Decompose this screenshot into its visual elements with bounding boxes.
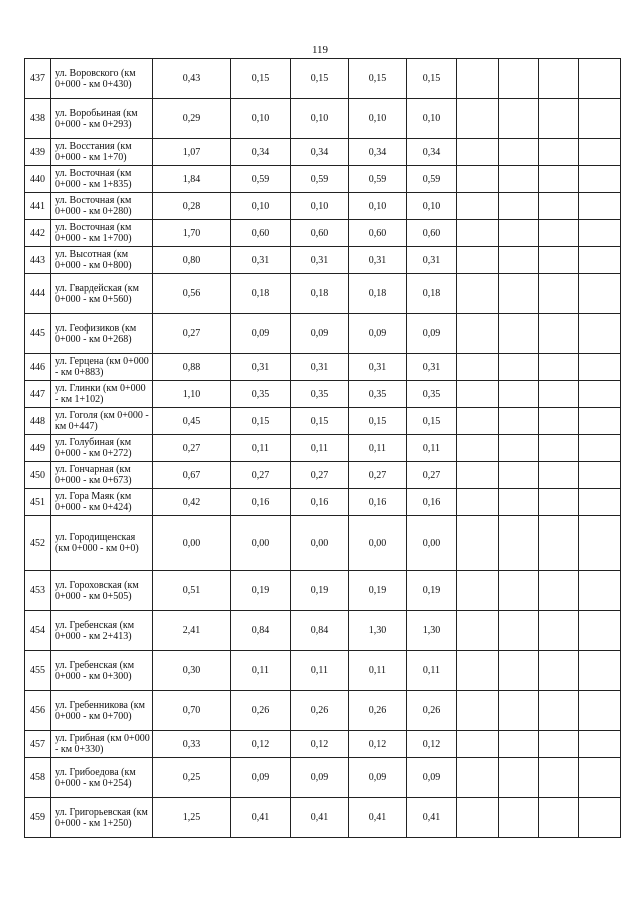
street-name: ул. Гвардейская (км 0+000 - км 0+560) xyxy=(51,274,153,314)
value-cell: 0,09 xyxy=(407,758,457,798)
value-cell: 0,10 xyxy=(291,193,349,220)
empty-cell xyxy=(499,435,539,462)
row-number: 444 xyxy=(25,274,51,314)
value-cell: 0,15 xyxy=(349,408,407,435)
value-cell: 0,59 xyxy=(407,166,457,193)
empty-cell xyxy=(457,571,499,611)
empty-cell xyxy=(579,571,621,611)
value-cell: 0,00 xyxy=(291,516,349,571)
value-cell: 0,19 xyxy=(349,571,407,611)
value-cell: 0,11 xyxy=(291,651,349,691)
value-cell: 0,18 xyxy=(349,274,407,314)
street-name: ул. Гребенская (км 0+000 - км 0+300) xyxy=(51,651,153,691)
empty-cell xyxy=(499,408,539,435)
row-number: 451 xyxy=(25,489,51,516)
empty-cell xyxy=(579,651,621,691)
value-cell: 0,09 xyxy=(407,314,457,354)
value-cell: 0,12 xyxy=(231,731,291,758)
table-row xyxy=(25,731,621,758)
value-cell: 0,35 xyxy=(231,381,291,408)
value-cell: 0,18 xyxy=(407,274,457,314)
table-row xyxy=(25,462,621,489)
empty-cell xyxy=(499,166,539,193)
value-cell: 1,70 xyxy=(153,220,231,247)
value-cell: 0,26 xyxy=(291,691,349,731)
empty-cell xyxy=(499,611,539,651)
value-cell: 0,59 xyxy=(349,166,407,193)
table-row xyxy=(25,408,621,435)
value-cell: 0,41 xyxy=(349,798,407,838)
value-cell: 0,27 xyxy=(153,435,231,462)
empty-cell xyxy=(579,381,621,408)
value-cell: 1,84 xyxy=(153,166,231,193)
row-number: 459 xyxy=(25,798,51,838)
empty-cell xyxy=(499,516,539,571)
empty-cell xyxy=(539,611,579,651)
empty-cell xyxy=(457,435,499,462)
table-row xyxy=(25,516,621,571)
value-cell: 0,84 xyxy=(231,611,291,651)
empty-cell xyxy=(539,247,579,274)
empty-cell xyxy=(499,247,539,274)
empty-cell xyxy=(457,516,499,571)
table-row xyxy=(25,758,621,798)
empty-cell xyxy=(457,611,499,651)
value-cell: 0,35 xyxy=(349,381,407,408)
street-name: ул. Герцена (км 0+000 - км 0+883) xyxy=(51,354,153,381)
empty-cell xyxy=(539,193,579,220)
value-cell: 0,25 xyxy=(153,758,231,798)
value-cell: 0,10 xyxy=(291,99,349,139)
empty-cell xyxy=(499,220,539,247)
value-cell: 0,11 xyxy=(407,651,457,691)
value-cell: 0,31 xyxy=(407,354,457,381)
row-number: 447 xyxy=(25,381,51,408)
empty-cell xyxy=(457,314,499,354)
empty-cell xyxy=(457,193,499,220)
table-row xyxy=(25,571,621,611)
empty-cell xyxy=(579,99,621,139)
empty-cell xyxy=(579,354,621,381)
value-cell: 0,31 xyxy=(231,354,291,381)
value-cell: 0,19 xyxy=(407,571,457,611)
value-cell: 0,34 xyxy=(407,139,457,166)
value-cell: 0,31 xyxy=(407,247,457,274)
value-cell: 0,31 xyxy=(291,354,349,381)
empty-cell xyxy=(457,220,499,247)
table-row xyxy=(25,314,621,354)
row-number: 446 xyxy=(25,354,51,381)
table-row xyxy=(25,247,621,274)
table-row xyxy=(25,798,621,838)
value-cell: 0,11 xyxy=(231,435,291,462)
street-name: ул. Гребенская (км 0+000 - км 2+413) xyxy=(51,611,153,651)
empty-cell xyxy=(539,274,579,314)
value-cell: 0,41 xyxy=(291,798,349,838)
row-number: 448 xyxy=(25,408,51,435)
row-number: 457 xyxy=(25,731,51,758)
value-cell: 0,09 xyxy=(349,758,407,798)
row-number: 454 xyxy=(25,611,51,651)
row-number: 445 xyxy=(25,314,51,354)
value-cell: 0,00 xyxy=(153,516,231,571)
value-cell: 0,60 xyxy=(349,220,407,247)
empty-cell xyxy=(579,611,621,651)
row-number: 439 xyxy=(25,139,51,166)
value-cell: 0,31 xyxy=(349,354,407,381)
value-cell: 0,18 xyxy=(291,274,349,314)
empty-cell xyxy=(539,139,579,166)
value-cell: 0,84 xyxy=(291,611,349,651)
empty-cell xyxy=(579,274,621,314)
street-name: ул. Грибная (км 0+000 - км 0+330) xyxy=(51,731,153,758)
street-name: ул. Грибоедова (км 0+000 - км 0+254) xyxy=(51,758,153,798)
value-cell: 0,11 xyxy=(291,435,349,462)
empty-cell xyxy=(457,166,499,193)
empty-cell xyxy=(539,166,579,193)
empty-cell xyxy=(579,435,621,462)
value-cell: 0,10 xyxy=(349,99,407,139)
empty-cell xyxy=(499,99,539,139)
empty-cell xyxy=(539,381,579,408)
empty-cell xyxy=(579,731,621,758)
empty-cell xyxy=(539,435,579,462)
street-name: ул. Глинки (км 0+000 - км 1+102) xyxy=(51,381,153,408)
empty-cell xyxy=(499,274,539,314)
roads-table xyxy=(24,58,621,838)
row-number: 453 xyxy=(25,571,51,611)
empty-cell xyxy=(499,193,539,220)
row-number: 458 xyxy=(25,758,51,798)
street-name: ул. Высотная (км 0+000 - км 0+800) xyxy=(51,247,153,274)
empty-cell xyxy=(539,354,579,381)
empty-cell xyxy=(457,247,499,274)
empty-cell xyxy=(457,139,499,166)
empty-cell xyxy=(539,59,579,99)
value-cell: 0,41 xyxy=(407,798,457,838)
empty-cell xyxy=(457,651,499,691)
table-row xyxy=(25,193,621,220)
table-row xyxy=(25,354,621,381)
value-cell: 0,12 xyxy=(349,731,407,758)
empty-cell xyxy=(539,462,579,489)
value-cell: 0,00 xyxy=(231,516,291,571)
value-cell: 0,45 xyxy=(153,408,231,435)
empty-cell xyxy=(539,571,579,611)
value-cell: 0,59 xyxy=(291,166,349,193)
value-cell: 0,27 xyxy=(407,462,457,489)
empty-cell xyxy=(457,798,499,838)
empty-cell xyxy=(539,691,579,731)
value-cell: 0,88 xyxy=(153,354,231,381)
value-cell: 0,27 xyxy=(153,314,231,354)
empty-cell xyxy=(499,314,539,354)
value-cell: 0,16 xyxy=(231,489,291,516)
empty-cell xyxy=(457,462,499,489)
value-cell: 0,12 xyxy=(407,731,457,758)
street-name: ул. Восстания (км 0+000 - км 1+70) xyxy=(51,139,153,166)
value-cell: 0,41 xyxy=(231,798,291,838)
street-name: ул. Григорьевская (км 0+000 - км 1+250) xyxy=(51,798,153,838)
empty-cell xyxy=(539,731,579,758)
value-cell: 0,31 xyxy=(349,247,407,274)
empty-cell xyxy=(499,651,539,691)
value-cell: 0,67 xyxy=(153,462,231,489)
empty-cell xyxy=(579,758,621,798)
empty-cell xyxy=(539,314,579,354)
value-cell: 0,26 xyxy=(231,691,291,731)
empty-cell xyxy=(539,516,579,571)
row-number: 449 xyxy=(25,435,51,462)
value-cell: 0,11 xyxy=(349,435,407,462)
empty-cell xyxy=(539,489,579,516)
empty-cell xyxy=(579,462,621,489)
page-number: 119 xyxy=(311,44,329,56)
empty-cell xyxy=(499,758,539,798)
value-cell: 2,41 xyxy=(153,611,231,651)
table-row xyxy=(25,166,621,193)
row-number: 442 xyxy=(25,220,51,247)
value-cell: 0,15 xyxy=(407,59,457,99)
value-cell: 0,09 xyxy=(291,314,349,354)
row-number: 452 xyxy=(25,516,51,571)
row-number: 450 xyxy=(25,462,51,489)
row-number: 441 xyxy=(25,193,51,220)
empty-cell xyxy=(579,314,621,354)
empty-cell xyxy=(499,354,539,381)
value-cell: 1,30 xyxy=(407,611,457,651)
value-cell: 0,19 xyxy=(291,571,349,611)
street-name: ул. Гороховская (км 0+000 - км 0+505) xyxy=(51,571,153,611)
value-cell: 0,11 xyxy=(407,435,457,462)
value-cell: 0,10 xyxy=(407,193,457,220)
value-cell: 0,31 xyxy=(231,247,291,274)
value-cell: 0,80 xyxy=(153,247,231,274)
empty-cell xyxy=(499,59,539,99)
empty-cell xyxy=(539,220,579,247)
empty-cell xyxy=(539,758,579,798)
row-number: 456 xyxy=(25,691,51,731)
value-cell: 0,09 xyxy=(291,758,349,798)
empty-cell xyxy=(539,798,579,838)
table-row xyxy=(25,139,621,166)
value-cell: 0,15 xyxy=(407,408,457,435)
empty-cell xyxy=(579,516,621,571)
street-name: ул. Геофизиков (км 0+000 - км 0+268) xyxy=(51,314,153,354)
value-cell: 0,15 xyxy=(231,408,291,435)
row-number: 455 xyxy=(25,651,51,691)
value-cell: 1,07 xyxy=(153,139,231,166)
street-name: ул. Гребенникова (км 0+000 - км 0+700) xyxy=(51,691,153,731)
empty-cell xyxy=(579,489,621,516)
empty-cell xyxy=(457,381,499,408)
table-row xyxy=(25,691,621,731)
street-name: ул. Гора Маяк (км 0+000 - км 0+424) xyxy=(51,489,153,516)
table-row xyxy=(25,220,621,247)
empty-cell xyxy=(499,462,539,489)
street-name: ул. Восточная (км 0+000 - км 0+280) xyxy=(51,193,153,220)
value-cell: 0,34 xyxy=(349,139,407,166)
value-cell: 0,51 xyxy=(153,571,231,611)
empty-cell xyxy=(539,99,579,139)
value-cell: 0,12 xyxy=(291,731,349,758)
empty-cell xyxy=(457,99,499,139)
value-cell: 1,10 xyxy=(153,381,231,408)
value-cell: 0,60 xyxy=(231,220,291,247)
value-cell: 0,27 xyxy=(291,462,349,489)
street-name: ул. Воробьиная (км 0+000 - км 0+293) xyxy=(51,99,153,139)
value-cell: 0,28 xyxy=(153,193,231,220)
value-cell: 0,27 xyxy=(231,462,291,489)
value-cell: 0,10 xyxy=(231,99,291,139)
value-cell: 0,35 xyxy=(407,381,457,408)
street-name: ул. Голубиная (км 0+000 - км 0+272) xyxy=(51,435,153,462)
value-cell: 0,10 xyxy=(407,99,457,139)
table-row xyxy=(25,651,621,691)
value-cell: 0,10 xyxy=(349,193,407,220)
value-cell: 0,56 xyxy=(153,274,231,314)
value-cell: 0,34 xyxy=(291,139,349,166)
empty-cell xyxy=(457,691,499,731)
value-cell: 0,15 xyxy=(231,59,291,99)
street-name: ул. Восточная (км 0+000 - км 1+835) xyxy=(51,166,153,193)
value-cell: 1,25 xyxy=(153,798,231,838)
street-name: ул. Восточная (км 0+000 - км 1+700) xyxy=(51,220,153,247)
value-cell: 0,34 xyxy=(231,139,291,166)
value-cell: 0,16 xyxy=(407,489,457,516)
table-row xyxy=(25,489,621,516)
value-cell: 0,42 xyxy=(153,489,231,516)
empty-cell xyxy=(457,354,499,381)
value-cell: 0,09 xyxy=(231,758,291,798)
empty-cell xyxy=(499,139,539,166)
value-cell: 0,35 xyxy=(291,381,349,408)
table-row xyxy=(25,59,621,99)
value-cell: 0,29 xyxy=(153,99,231,139)
value-cell: 0,30 xyxy=(153,651,231,691)
street-name: ул. Гончарная (км 0+000 - км 0+673) xyxy=(51,462,153,489)
empty-cell xyxy=(579,247,621,274)
value-cell: 0,70 xyxy=(153,691,231,731)
empty-cell xyxy=(579,798,621,838)
empty-cell xyxy=(457,731,499,758)
table-row xyxy=(25,611,621,651)
street-name: ул. Гоголя (км 0+000 - км 0+447) xyxy=(51,408,153,435)
value-cell: 0,27 xyxy=(349,462,407,489)
empty-cell xyxy=(579,220,621,247)
table-row xyxy=(25,99,621,139)
row-number: 443 xyxy=(25,247,51,274)
empty-cell xyxy=(457,489,499,516)
table-row xyxy=(25,274,621,314)
empty-cell xyxy=(579,59,621,99)
value-cell: 0,26 xyxy=(407,691,457,731)
row-number: 437 xyxy=(25,59,51,99)
street-name: ул. Городищенская (км 0+000 - км 0+0) xyxy=(51,516,153,571)
value-cell: 0,16 xyxy=(291,489,349,516)
value-cell: 0,16 xyxy=(349,489,407,516)
row-number: 440 xyxy=(25,166,51,193)
value-cell: 0,60 xyxy=(407,220,457,247)
value-cell: 0,09 xyxy=(231,314,291,354)
value-cell: 0,00 xyxy=(349,516,407,571)
value-cell: 0,11 xyxy=(231,651,291,691)
value-cell: 0,60 xyxy=(291,220,349,247)
table-row xyxy=(25,435,621,462)
empty-cell xyxy=(457,408,499,435)
empty-cell xyxy=(457,758,499,798)
value-cell: 0,31 xyxy=(291,247,349,274)
empty-cell xyxy=(579,408,621,435)
table-row xyxy=(25,381,621,408)
value-cell: 0,19 xyxy=(231,571,291,611)
empty-cell xyxy=(539,408,579,435)
empty-cell xyxy=(499,731,539,758)
value-cell: 0,15 xyxy=(349,59,407,99)
empty-cell xyxy=(457,274,499,314)
value-cell: 1,30 xyxy=(349,611,407,651)
street-name: ул. Воровского (км 0+000 - км 0+430) xyxy=(51,59,153,99)
empty-cell xyxy=(499,571,539,611)
value-cell: 0,26 xyxy=(349,691,407,731)
value-cell: 0,33 xyxy=(153,731,231,758)
empty-cell xyxy=(579,166,621,193)
value-cell: 0,10 xyxy=(231,193,291,220)
empty-cell xyxy=(539,651,579,691)
value-cell: 0,43 xyxy=(153,59,231,99)
row-number: 438 xyxy=(25,99,51,139)
empty-cell xyxy=(499,381,539,408)
value-cell: 0,00 xyxy=(407,516,457,571)
value-cell: 0,15 xyxy=(291,59,349,99)
empty-cell xyxy=(579,193,621,220)
value-cell: 0,09 xyxy=(349,314,407,354)
empty-cell xyxy=(499,691,539,731)
value-cell: 0,18 xyxy=(231,274,291,314)
value-cell: 0,11 xyxy=(349,651,407,691)
empty-cell xyxy=(457,59,499,99)
value-cell: 0,59 xyxy=(231,166,291,193)
empty-cell xyxy=(499,798,539,838)
empty-cell xyxy=(499,489,539,516)
empty-cell xyxy=(579,139,621,166)
value-cell: 0,15 xyxy=(291,408,349,435)
empty-cell xyxy=(579,691,621,731)
